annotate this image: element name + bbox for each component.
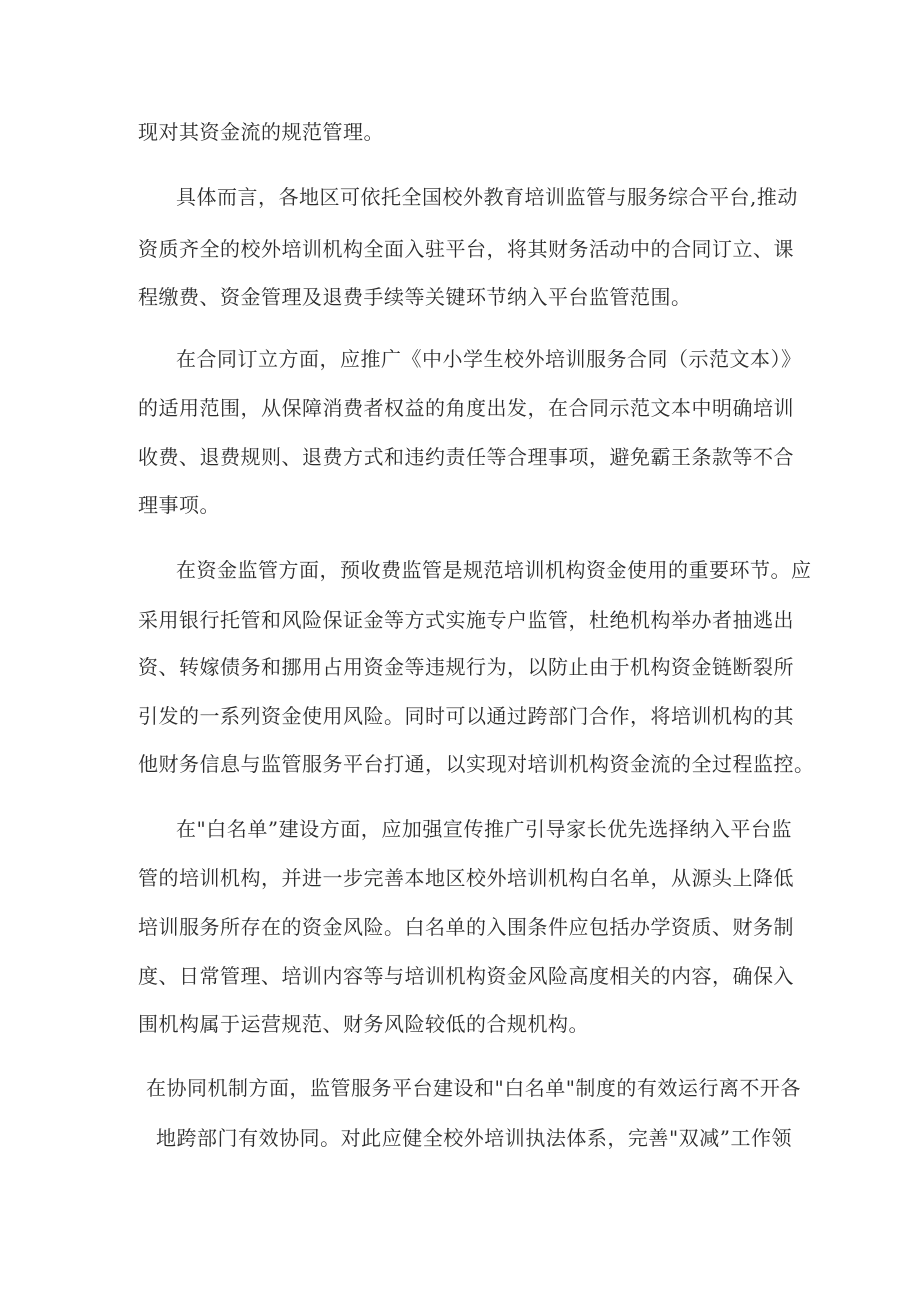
text-line: 资质齐全的校外培训机构全面入驻平台，将其财务活动中的合同订立、课 (138, 237, 794, 261)
text-line: 在合同订立方面，应推广《中小学生校外培训服务合同（示范文本）》 (176, 347, 802, 371)
text-line: 理事项。 (138, 493, 220, 517)
text-line: 采用银行托管和风险保证金等方式实施专户监管，杜绝机构举办者抽逃出 (138, 608, 794, 632)
text-line: 程缴费、资金管理及退费手续等关键环节纳入平台监管范围。 (138, 285, 692, 309)
text-line: 围机构属于运营规范、财务风险较低的合规机构。 (138, 1012, 589, 1036)
text-line: 在协同机制方面，监管服务平台建设和"白名单"制度的有效运行离不开各 (146, 1076, 801, 1100)
text-line: 的适用范围，从保障消费者权益的角度出发，在合同示范文本中明确培训 (138, 396, 794, 420)
text-line: 管的培训机构，并进一步完善本地区校外培训机构白名单，从源头上降低 (138, 866, 794, 890)
text-line: 具体而言，各地区可依托全国校外教育培训监管与服务综合平台,推动 (176, 185, 798, 209)
text-line: 度、日常管理、培训内容等与培训机构资金风险高度相关的内容，确保入 (138, 964, 794, 988)
text-line: 在资金监管方面，预收费监管是规范培训机构资金使用的重要环节。应 (176, 558, 812, 582)
text-line: 收费、退费规则、退费方式和违约责任等合理事项，避免霸王条款等不合 (138, 445, 794, 469)
text-line: 在"白名单”建设方面，应加强宣传推广引导家长优先选择纳入平台监 (176, 817, 792, 841)
text-line: 引发的一系列资金使用风险。同时可以通过跨部门合作，将培训机构的其 (138, 704, 794, 728)
text-line: 地跨部门有效协同。对此应健全校外培训执法体系，完善"双减”工作领 (156, 1126, 792, 1150)
text-line: 他财务信息与监管服务平台打通，以实现对培训机构资金流的全过程监控。 (138, 752, 815, 776)
text-line: 资、转嫁债务和挪用占用资金等违规行为，以防止由于机构资金链断裂所 (138, 655, 794, 679)
text-line: 培训服务所存在的资金风险。白名单的入围条件应包括办学资质、财务制 (138, 915, 794, 939)
text-line: 现对其资金流的规范管理。 (138, 120, 384, 144)
